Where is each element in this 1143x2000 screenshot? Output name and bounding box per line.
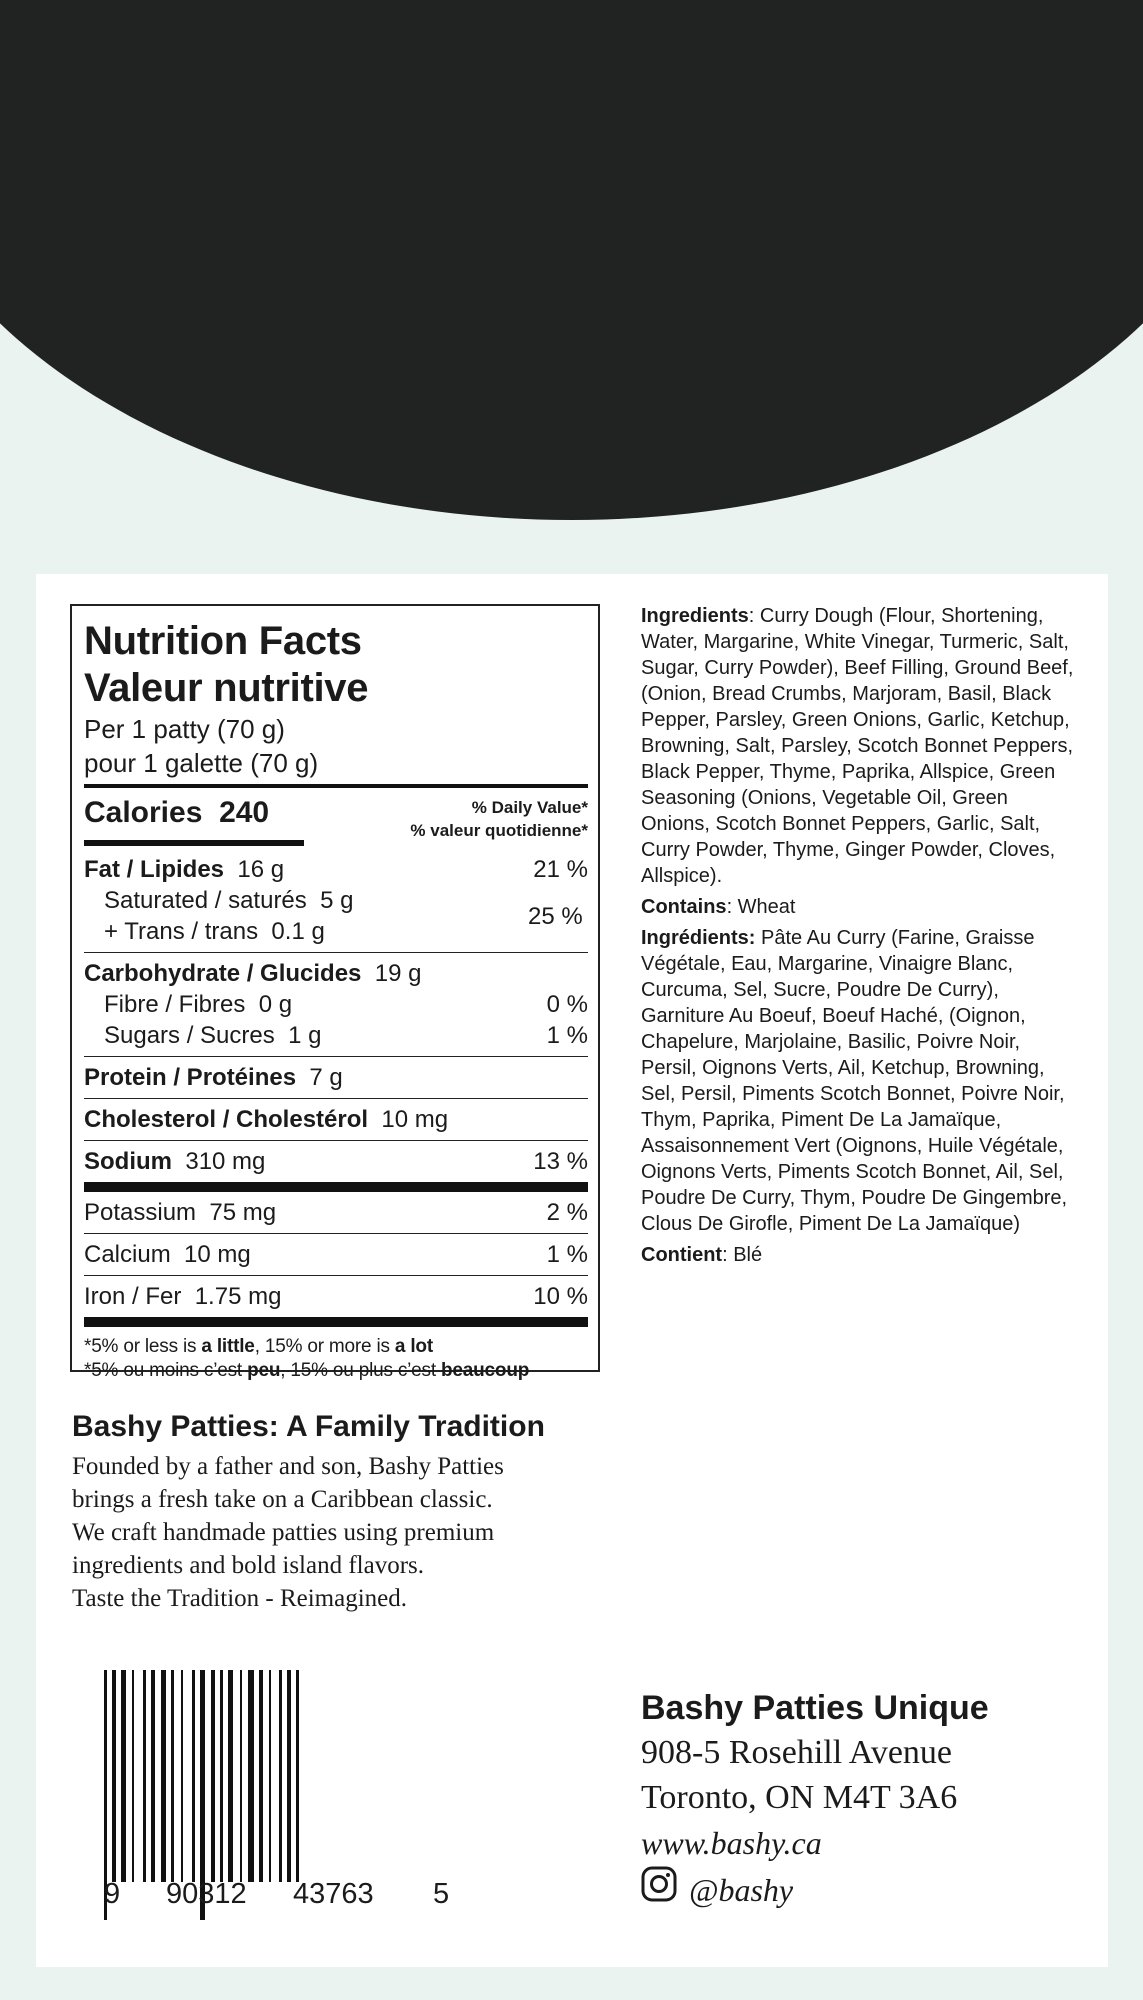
potassium-row: [84, 1192, 588, 1233]
cholesterol-row: [84, 1099, 588, 1140]
instagram-handle: @bashy: [689, 1872, 794, 1908]
story-line: brings a fresh take on a Caribbean classic.: [72, 1486, 493, 1513]
ingredients-fr: Ingrédients: Pâte Au Curry (Farine, Graisse Végétale, Eau, Margarine, Vinaigre Blanc, Curcuma, Sel, Sucre, Poudre De Curry), Garniture Au Boeuf, Boeuf Haché, (Oignon, Chapelure, Marjolaine, Basilic, Poivre Noir, Persil, Oignons Verts, Ail, Ketchup, Browning, Sel, Persil, Piments Scotch Bonnet, Poivre Noir, Thym, Paprika, Piment De La Jamaïque, Assaisonnement Vert (Oignons, Huile Végétale, Oignons Verts, Piments Scotch Bonnet, Ail, Sel, Poudre De Curry, Thym, Poudre De Gingembre, Clous De Girofle, Piment De La Jamaïque): [641, 927, 1068, 1235]
carbohydrate-value: 19 g: [374, 960, 422, 987]
instagram-icon: [641, 1866, 677, 1914]
street-address: 908-5 Rosehill Avenue: [641, 1734, 952, 1771]
iron-label: Iron / Fer: [84, 1283, 182, 1310]
barcode-digit-first: 9: [104, 1878, 121, 1910]
sodium-percent: 13 %: [533, 1148, 588, 1175]
story-heading: Bashy Patties: A Family Tradition: [72, 1410, 545, 1443]
sodium-label: Sodium: [84, 1148, 172, 1175]
protein-row: [84, 1057, 588, 1098]
fat-value: 16 g: [237, 856, 285, 883]
calories-value: 240: [219, 796, 270, 829]
barcode-bar: [248, 1670, 254, 1882]
barcode-bar: [296, 1670, 299, 1882]
barcode-bar: [132, 1670, 134, 1882]
saturated-value: 5 g: [320, 887, 354, 914]
footnote-en: *5% or less is a little, 15% or more is a lot: [84, 1336, 433, 1357]
city-address: Toronto, ON M4T 3A6: [641, 1779, 958, 1816]
fibre-value: 0 g: [258, 991, 293, 1018]
iron-value: 1.75 mg: [194, 1283, 282, 1310]
footnote-fr: *5% ou moins c’est peu, 15% ou plus c’est beaucoup: [84, 1360, 530, 1381]
barcode-bar: [181, 1670, 183, 1882]
barcode: [100, 1670, 460, 1920]
calcium-row: [84, 1234, 588, 1275]
sugars-label: Sugars / Sucres: [104, 1022, 275, 1049]
protein-label: Protein / Protéines: [84, 1064, 297, 1091]
protein-value: 7 g: [309, 1064, 343, 1091]
barcode-digit-last: 5: [433, 1878, 450, 1910]
calcium-percent: 1 %: [546, 1241, 588, 1268]
carbohydrate-section: [84, 953, 588, 1056]
story-line: Founded by a father and son, Bashy Patties: [72, 1453, 504, 1480]
divider: [84, 1182, 588, 1192]
ingredients-en: Ingredients: Curry Dough (Flour, Shortening, Water, Margarine, White Vinegar, Turmeric, Salt, Sugar, Curry Powder), Beef Filling, Ground Beef, (Onion, Bread Crumbs, Marjoram, Basil, Black Pepper, Parsley, Green Onions, Garlic, Ketchup, Browning, Salt, Parsley, Scotch Bonnet Peppers, Black Pepper, Thyme, Paprika, Allspice, Green Seasoning (Onions, Vegetable Oil, Green Onions, Scotch Bonnet Peppers, Garlic, Salt, Curry Powder, Thyme, Ginger Powder, Cloves, Allspice).: [641, 605, 1074, 887]
sodium-row: [84, 1141, 588, 1182]
calcium-value: 10 mg: [184, 1241, 251, 1268]
divider: [84, 1317, 588, 1327]
barcode-bar: [143, 1670, 146, 1882]
potassium-label: Potassium: [84, 1199, 197, 1226]
barcode-bar: [192, 1670, 195, 1882]
daily-value-header-fr: % valeur quotidienne*: [410, 821, 588, 840]
nutrition-title-fr: Valeur nutritive: [84, 666, 369, 710]
barcode-bar: [161, 1670, 166, 1882]
contains-en: Contains: Wheat: [641, 896, 796, 918]
fat-percent: 21 %: [533, 856, 588, 883]
barcode-bar: [121, 1670, 126, 1882]
barcode-group-right: 43763: [293, 1878, 374, 1910]
company-name: Bashy Patties Unique: [641, 1689, 989, 1727]
sugars-value: 1 g: [288, 1022, 322, 1049]
calories-label: Calories: [84, 796, 203, 829]
barcode-bar: [112, 1670, 116, 1882]
story-line: Taste the Tradition - Reimagined.: [72, 1585, 408, 1612]
iron-row: [84, 1276, 588, 1317]
barcode-bar: [211, 1670, 215, 1882]
fibre-percent: 0 %: [546, 991, 588, 1018]
potassium-percent: 2 %: [546, 1199, 588, 1226]
header-dome: [0, 0, 1143, 520]
footnote: [84, 1327, 588, 1383]
barcode-bar: [171, 1670, 174, 1882]
ingredients-block: [641, 603, 1081, 1273]
calories-underline: [84, 840, 304, 846]
contains-fr: Contient: Blé: [641, 1244, 763, 1266]
daily-value-header-en: % Daily Value*: [471, 798, 588, 817]
calories-row: [84, 788, 588, 846]
sodium-value: 310 mg: [185, 1148, 266, 1175]
nutrition-facts-table: [70, 604, 600, 1381]
fibre-label: Fibre / Fibres: [104, 991, 246, 1018]
fat-label: Fat / Lipides: [84, 856, 225, 883]
serving-size-fr: pour 1 galette (70 g): [84, 748, 319, 778]
carbohydrate-label: Carbohydrate / Glucides: [84, 960, 362, 987]
cholesterol-value: 10 mg: [381, 1106, 449, 1133]
barcode-bar: [259, 1670, 263, 1882]
saturated-label: Saturated / saturés: [104, 887, 307, 914]
barcode-bar: [228, 1670, 233, 1882]
trans-label: + Trans / trans: [104, 918, 259, 945]
fat-section: [84, 846, 588, 952]
trans-value: 0.1 g: [271, 918, 325, 945]
nutrition-title-en: Nutrition Facts: [84, 619, 362, 663]
saturated-trans-percent: 25 %: [528, 902, 583, 930]
potassium-value: 75 mg: [209, 1199, 277, 1226]
brand-story: [72, 1410, 632, 1615]
company-address: [641, 1686, 989, 1914]
instagram-handle-row[interactable]: [641, 1866, 989, 1914]
barcode-bar: [269, 1670, 271, 1882]
calcium-label: Calcium: [84, 1241, 171, 1268]
story-line: ingredients and bold island flavors.: [72, 1552, 425, 1579]
barcode-group-left: 90312: [166, 1878, 247, 1910]
serving-size-en: Per 1 patty (70 g): [84, 714, 285, 744]
iron-percent: 10 %: [533, 1283, 588, 1310]
barcode-bar: [287, 1670, 291, 1882]
barcode-bar: [279, 1670, 282, 1882]
barcode-bar: [220, 1670, 223, 1882]
barcode-bar: [151, 1670, 155, 1882]
sugars-percent: 1 %: [546, 1022, 588, 1049]
cholesterol-label: Cholesterol / Cholestérol: [84, 1106, 369, 1133]
barcode-bar: [240, 1670, 242, 1882]
story-line: We craft handmade patties using premium: [72, 1519, 495, 1546]
website-link[interactable]: www.bashy.ca: [641, 1825, 822, 1861]
